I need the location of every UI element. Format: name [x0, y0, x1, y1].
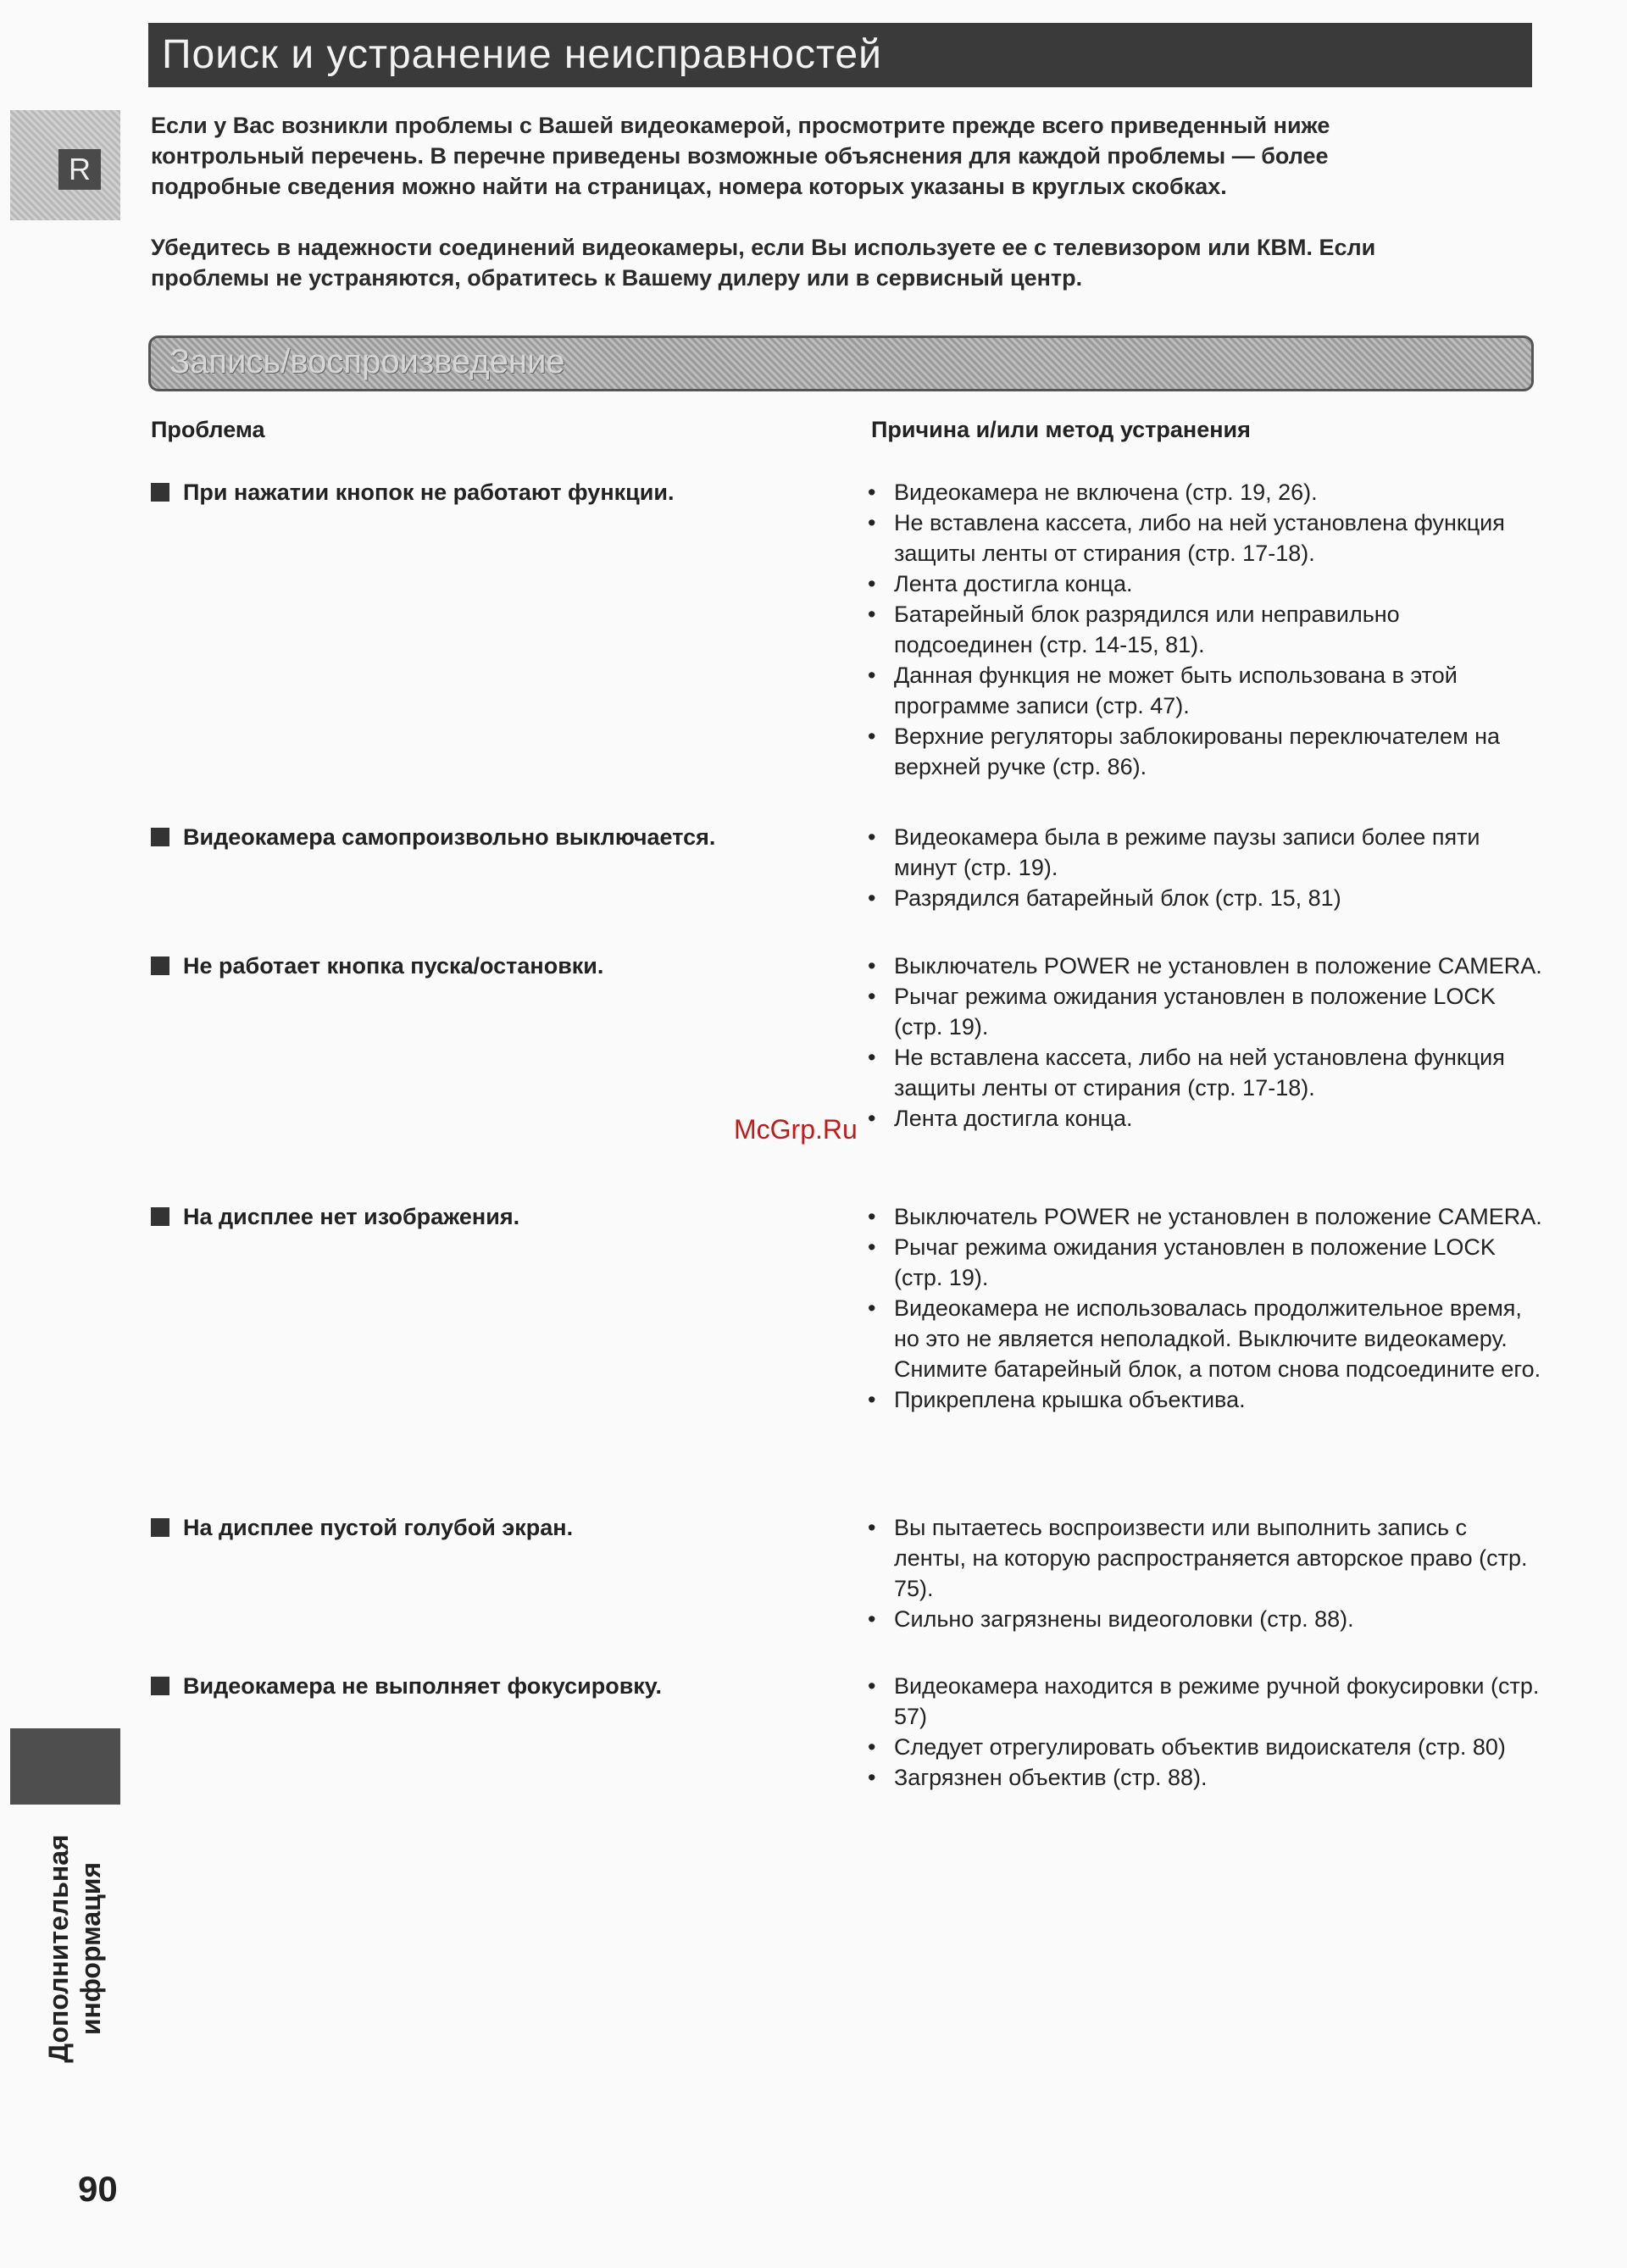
square-bullet-icon — [151, 483, 169, 502]
cause-item: • Данная функция не может быть использована в этой программе записи (стр. 47). — [864, 660, 1542, 721]
cause-item: • Не вставлена кассета, либо на ней установлена функция защиты ленты от стирания (стр. 17-18). — [864, 1042, 1542, 1103]
cause-item: • Следует отрегулировать объектив видоискателя (стр. 80) — [864, 1732, 1542, 1762]
cause-item: • Лента достигла конца. — [864, 1103, 1542, 1134]
section-header — [148, 335, 1534, 391]
watermark: McGrp.Ru — [734, 1114, 858, 1145]
intro-paragraph-1 — [151, 110, 1524, 202]
intro-line: проблемы не устраняются, обратитесь к Вашему дилеру или в сервисный центр. — [151, 265, 1083, 291]
cause-item: • Не вставлена кассета, либо на ней установлена функция защиты ленты от стирания (стр. 17-18). — [864, 507, 1542, 568]
cause-list — [864, 1671, 1542, 1793]
square-bullet-icon — [151, 957, 169, 975]
page-title: Поиск и устранение неисправностей — [148, 23, 1532, 87]
intro-line: контрольный перечень. В перечне приведены возможные объяснения для каждой проблемы — более — [151, 143, 1329, 169]
cause-item: • Видеокамера была в режиме паузы записи более пяти минут (стр. 19). — [864, 822, 1542, 883]
side-tab-block — [10, 1728, 120, 1805]
cause-list — [864, 822, 1542, 913]
intro-paragraph-2 — [151, 232, 1524, 293]
cause-item: • Видеокамера находится в режиме ручной фокусировки (стр. 57) — [864, 1671, 1542, 1732]
cause-item: • Сильно загрязнены видеоголовки (стр. 88). — [864, 1604, 1542, 1634]
problem-title: Не работает кнопка пуска/остановки. — [151, 951, 829, 981]
cause-item: • Лента достигла конца. — [864, 568, 1542, 599]
square-bullet-icon — [151, 1518, 169, 1537]
cause-item: • Видеокамера не включена (стр. 19, 26). — [864, 477, 1542, 507]
cause-item: • Вы пытаетесь воспроизвести или выполнить запись с ленты, на которую распространяется авторское право (стр. 75). — [864, 1512, 1542, 1604]
column-header-problem: Проблема — [151, 417, 265, 442]
square-bullet-icon — [151, 1677, 169, 1695]
problem-title: Видеокамера не выполняет фокусировку. — [151, 1671, 829, 1701]
page-number: 90 — [78, 2169, 118, 2209]
cause-item: • Выключатель POWER не установлен в положение CAMERA. — [864, 1201, 1542, 1232]
intro-line: Если у Вас возникли проблемы с Вашей видеокамерой, просмотрите прежде всего приведенный ниже — [151, 113, 1330, 138]
cause-item: • Выключатель POWER не установлен в положение CAMERA. — [864, 951, 1542, 981]
cause-list — [864, 1512, 1542, 1634]
problem-title: На дисплее нет изображения. — [151, 1201, 829, 1232]
language-letter: R — [58, 149, 101, 190]
problem-title: При нажатии кнопок не работают функции. — [151, 477, 829, 507]
cause-item: • Видеокамера не использовалась продолжительное время, но это не является неполадкой. Выключите видеокамеру. Снимите батарейный блок, а потом снова подсоедините его. — [864, 1293, 1542, 1384]
column-header-cause: Причина и/или метод устранения — [871, 417, 1251, 442]
cause-list — [864, 951, 1542, 1134]
side-label-line: информация — [75, 1861, 106, 2036]
intro-line: Убедитесь в надежности соединений видеокамеры, если Вы используете ее с телевизором или КВМ. Если — [151, 235, 1376, 260]
intro-line: подробные сведения можно найти на страницах, номера которых указаны в круглых скобках. — [151, 174, 1227, 199]
cause-item: • Разрядился батарейный блок (стр. 15, 81) — [864, 883, 1542, 913]
problem-title: На дисплее пустой голубой экран. — [151, 1512, 829, 1543]
cause-item: • Прикреплена крышка объектива. — [864, 1384, 1542, 1415]
side-label — [42, 1822, 127, 2076]
cause-item: • Рычаг режима ожидания установлен в положение LOCK (стр. 19). — [864, 1232, 1542, 1293]
problem-title: Видеокамера самопроизвольно выключается. — [151, 822, 829, 852]
cause-list — [864, 1201, 1542, 1415]
side-label-line: Дополнительная — [43, 1834, 74, 2063]
cause-item: • Загрязнен объектив (стр. 88). — [864, 1762, 1542, 1793]
language-tab — [10, 110, 120, 220]
cause-item: • Рычаг режима ожидания установлен в положение LOCK (стр. 19). — [864, 981, 1542, 1042]
cause-list — [864, 477, 1542, 782]
square-bullet-icon — [151, 828, 169, 846]
section-title: Запись/воспроизведение — [169, 343, 565, 380]
square-bullet-icon — [151, 1207, 169, 1226]
cause-item: • Батарейный блок разрядился или неправильно подсоединен (стр. 14-15, 81). — [864, 599, 1542, 660]
cause-item: • Верхние регуляторы заблокированы переключателем на верхней ручке (стр. 86). — [864, 721, 1542, 782]
